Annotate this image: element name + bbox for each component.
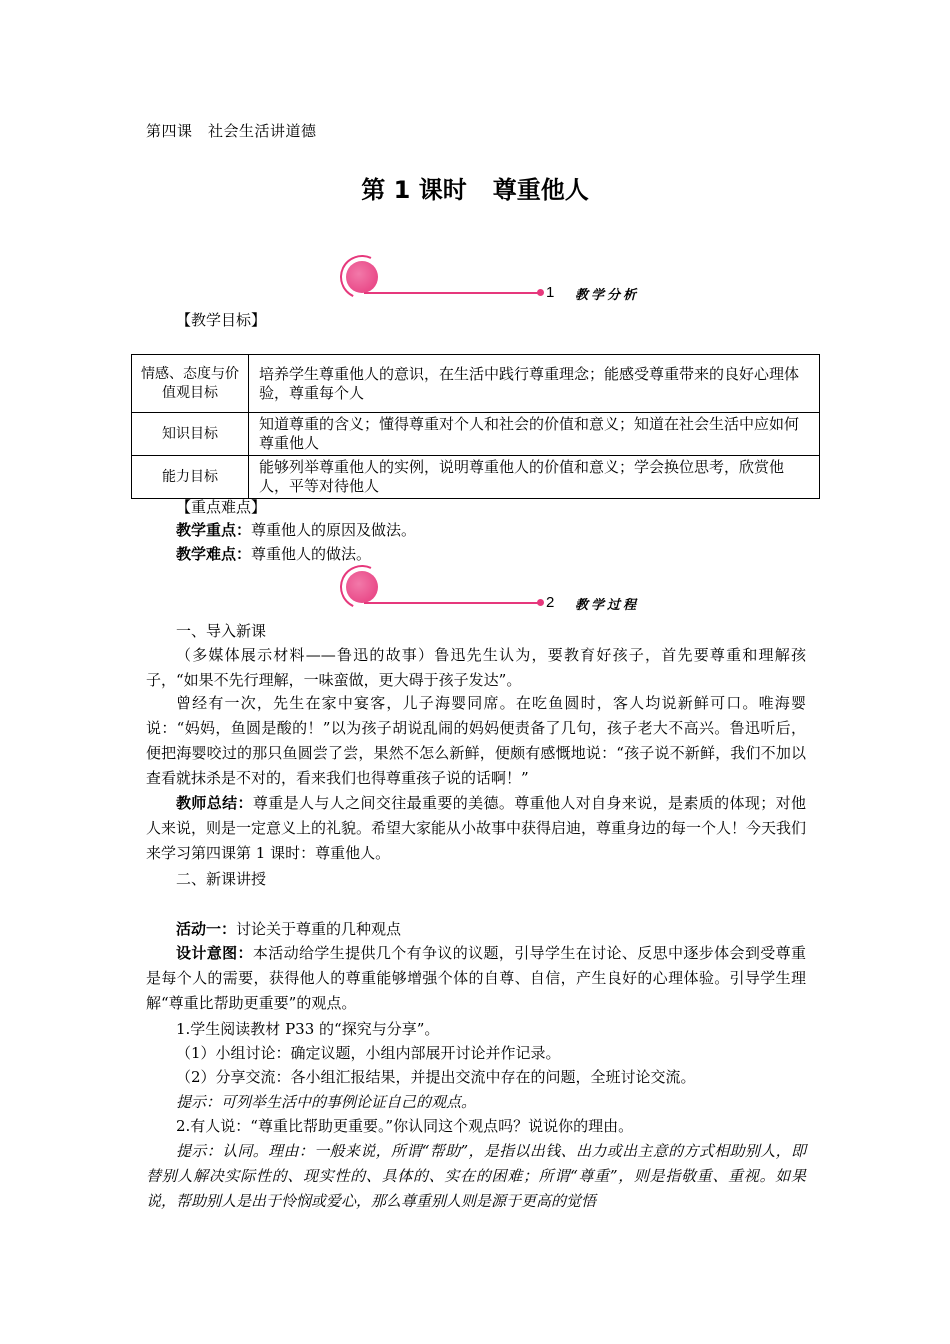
banner-label: 教学过程 [575, 598, 640, 613]
item-1: 1.学生阅读教材 P33 的“探究与分享”。 [176, 1020, 440, 1038]
objective-key: 能力目标 [132, 456, 249, 499]
activity-text: 讨论关于尊重的几种观点 [236, 920, 402, 938]
objective-value: 能够列举尊重他人的实例，说明尊重他人的价值和意义；学会换位思考，欣赏他人，平等对待他人 [249, 456, 820, 499]
banner-number: 1 [546, 284, 555, 301]
design-text: 本活动给学生提供几个有争议的议题，引导学生在讨论、反思中逐步体会到受尊重是每个人的需要，获得他人的尊重能够增强个体的自尊、自信，产生良好的心理体验。引导学生理解“尊重比帮助更重要”的观点。 [146, 944, 806, 1012]
title-part1: 第 1 课时 [361, 176, 467, 204]
objectives-heading: 【教学目标】 [176, 311, 267, 329]
focus-text: 尊重他人的原因及做法。 [251, 521, 417, 539]
page-title [0, 170, 950, 205]
item-1b: （2）分享交流：各小组汇报结果，并提出交流中存在的问题，全班讨论交流。 [176, 1068, 696, 1086]
banner-dot-icon [537, 289, 544, 296]
hint-1: 提示：可列举生活中的事例论证自己的观点。 [176, 1093, 477, 1111]
banner-circle-icon [346, 571, 378, 603]
intro-heading: 一、导入新课 [176, 622, 267, 640]
new-lesson-heading: 二、新课讲授 [176, 870, 267, 888]
section-banner-analysis [340, 257, 660, 307]
section-banner-process [340, 567, 660, 617]
summary-text: 尊重是人与人之间交往最重要的美德。尊重他人对自身来说，是素质的体现；对他人来说，则是一定意义上的礼貌。希望大家能从小故事中获得启迪，尊重身边的每一个人！今天我们来学习第四课第 1 课时：尊重他人。 [146, 794, 807, 862]
design-intent [146, 941, 806, 1016]
banner-dot-icon [537, 599, 544, 606]
item-2: 2.有人说：“尊重比帮助更重要。”你认同这个观点吗？说说你的理由。 [176, 1117, 634, 1135]
item-1a: （1）小组讨论：确定议题，小组内部展开讨论并作记录。 [176, 1044, 561, 1062]
table-row [132, 456, 820, 499]
title-part2: 尊重他人 [492, 176, 589, 204]
teaching-focus [176, 518, 806, 543]
banner-label: 教学分析 [575, 288, 640, 303]
focus-label: 教学重点： [176, 521, 252, 539]
intro-paragraph-1: （多媒体展示材料——鲁迅的故事）鲁迅先生认为，要教育好孩子，首先要尊重和理解孩子，“如果不先行理解，一味蛮做，更大碍于孩子发达”。 [146, 646, 806, 689]
objective-value: 知道尊重的含义；懂得尊重对个人和社会的价值和意义；知道在社会生活中应如何尊重他人 [249, 413, 820, 456]
banner-circle-icon [346, 261, 378, 293]
teaching-difficulty [176, 542, 806, 567]
activity-label: 活动一： [176, 920, 237, 938]
banner-number: 2 [546, 594, 555, 611]
intro-paragraph-2: 曾经有一次，先生在家中宴客，儿子海婴同席。在吃鱼圆时，客人均说新鲜可口。唯海婴说：“妈妈，鱼圆是酸的！”以为孩子胡说乱闹的妈妈便责备了几句，孩子老大不高兴。鲁迅听后，便把海婴咬过的那只鱼圆尝了尝，果然不怎么新鲜，便颇有感慨地说：“孩子说不新鲜，我们不加以查看就抹杀是不对的，看来我们也得尊重孩子说的话啊！” [146, 694, 806, 787]
difficulty-text: 尊重他人的做法。 [251, 545, 372, 563]
lesson-header: 第四课 社会生活讲道德 [146, 122, 317, 140]
design-label: 设计意图： [176, 944, 253, 962]
teacher-summary [146, 791, 806, 866]
table-row [132, 355, 820, 413]
hint-2: 提示：认同。理由：一般来说，所谓“帮助”，是指以出钱、出力或出主意的方式相助别人，即替别人解决实际性的、现实性的、具体的、实在的困难；所谓“尊重”，则是指敬重、重视。如果说，帮助别人是出于怜悯或爱心，那么尊重别人则是源于更高的觉悟 [146, 1142, 806, 1210]
objective-key: 情感、态度与价值观目标 [132, 355, 249, 413]
objective-key: 知识目标 [132, 413, 249, 456]
summary-label: 教师总结： [176, 794, 253, 812]
banner-line [364, 292, 540, 294]
objectives-table [131, 354, 820, 499]
objective-value: 培养学生尊重他人的意识，在生活中践行尊重理念；能感受尊重带来的良好心理体验，尊重每个人 [249, 355, 820, 413]
banner-line [364, 602, 540, 604]
activity-one [176, 917, 806, 942]
keypoints-heading: 【重点难点】 [176, 498, 267, 516]
difficulty-label: 教学难点： [176, 545, 252, 563]
table-row [132, 413, 820, 456]
